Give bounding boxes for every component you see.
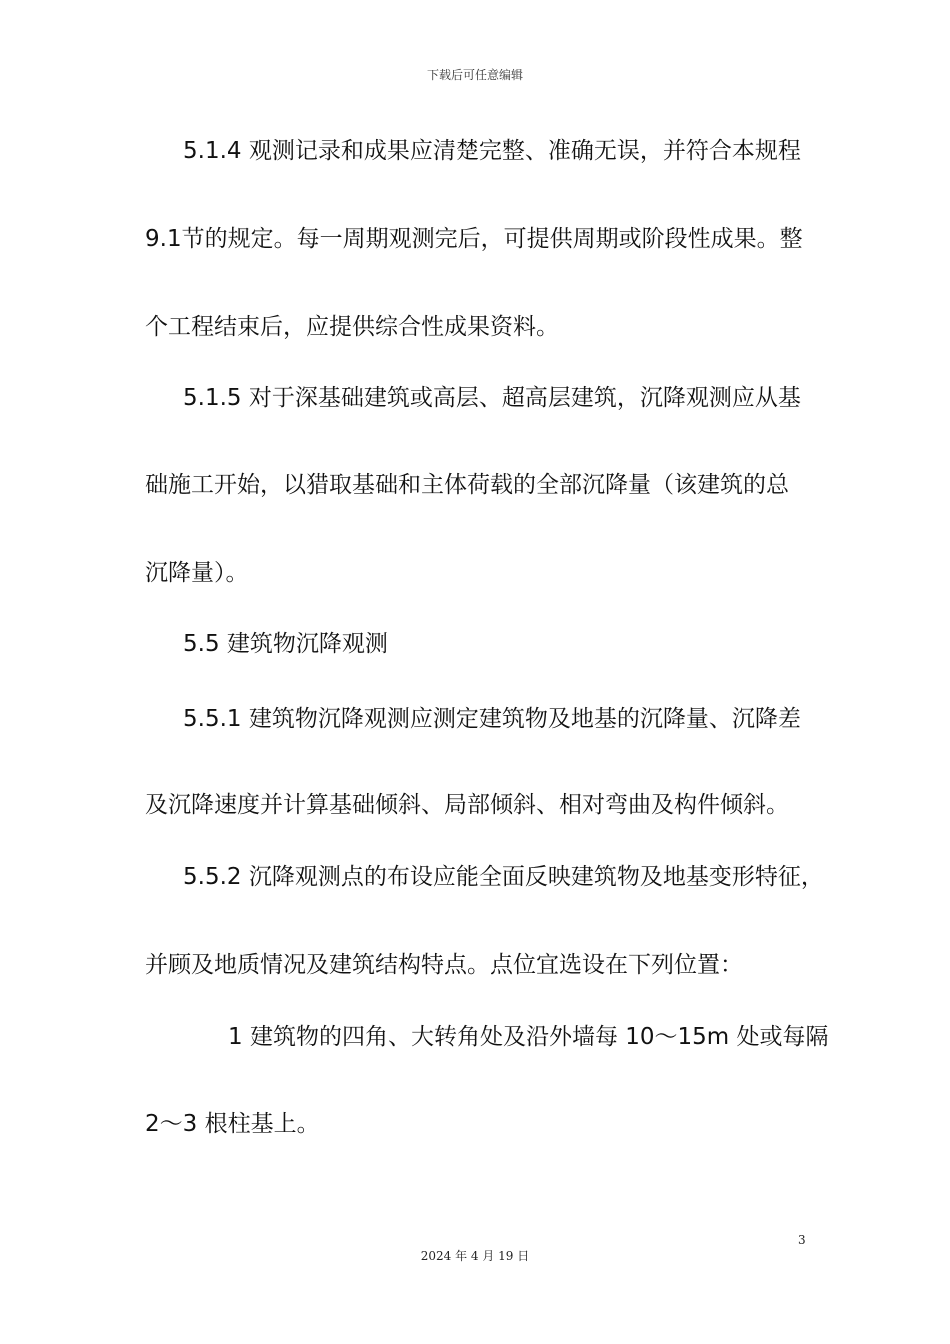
page-number: 3 [798,1233,806,1247]
text-line: 2～3 根柱基上。 [145,1111,320,1137]
text-line: 及沉降速度并计算基础倾斜、局部倾斜、相对弯曲及构件倾斜。 [145,792,789,818]
text-line: 础施工开始，以猎取基础和主体荷载的全部沉降量（该建筑的总 [145,472,789,498]
list-item: 1 建筑物的四角、大转角处及沿外墙每 10～15m 处或每隔 [228,1024,829,1050]
page-header: 下载后可任意编辑 [426,68,523,82]
section-heading: 5.5 建筑物沉降观测 [183,631,388,657]
page-footer-date: 2024 年 4 月 19 日 [420,1249,530,1263]
text-line: 并顾及地质情况及建筑结构特点。点位宜选设在下列位置： [145,952,743,978]
text-line: 5.1.4 观测记录和成果应清楚完整、准确无误，并符合本规程 [183,138,801,164]
text-line: 5.5.1 建筑物沉降观测应测定建筑物及地基的沉降量、沉降差 [183,706,801,732]
text-line: 5.5.2 沉降观测点的布设应能全面反映建筑物及地基变形特征， [183,864,824,890]
text-line: 5.1.5 对于深基础建筑或高层、超高层建筑，沉降观测应从基 [183,385,801,411]
text-line: 沉降量）。 [145,560,249,586]
text-line: 个工程结束后，应提供综合性成果资料。 [145,314,559,340]
text-line: 9.1节的规定。每一周期观测完后，可提供周期或阶段性成果。整 [145,226,803,252]
